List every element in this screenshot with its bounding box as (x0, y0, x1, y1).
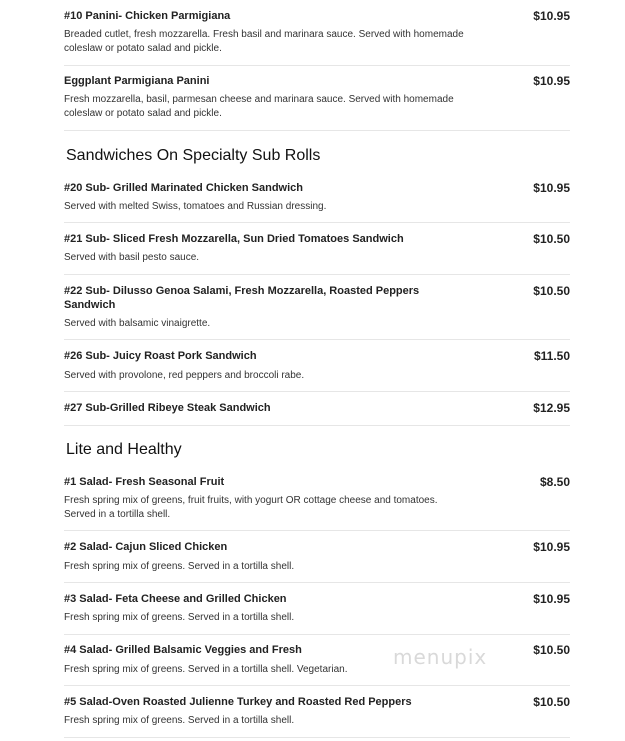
item-description: Fresh spring mix of greens, fruit fruits, with yogurt OR cottage cheese and tomatoes. Served in a tortilla shell. (64, 495, 438, 520)
item-name: #2 Salad- Cajun Sliced Chicken (64, 541, 228, 553)
watermark-logo: menupix (393, 645, 488, 669)
item-description: Served with balsamic vinaigrette. (64, 318, 211, 329)
section-title: Lite and Healthy (66, 441, 182, 458)
item-name: Eggplant Parmigiana Panini (64, 75, 210, 87)
item-price: $10.50 (533, 232, 570, 246)
menu-item (64, 181, 570, 223)
item-name: #10 Panini- Chicken Parmigiana (64, 10, 231, 22)
item-price: $12.95 (533, 401, 570, 415)
item-price: $8.50 (539, 475, 570, 489)
item-name: #4 Salad- Grilled Balsamic Veggies and Fresh (64, 644, 302, 656)
item-description: Fresh spring mix of greens. Served in a tortilla shell. (64, 561, 295, 572)
item-price: $10.95 (533, 9, 570, 23)
menu-item (64, 695, 570, 738)
menu-item (64, 284, 570, 340)
item-description: Fresh spring mix of greens. Served in a tortilla shell. (64, 715, 295, 726)
menu-item (64, 232, 570, 275)
item-name: #1 Salad- Fresh Seasonal Fruit (64, 476, 225, 488)
item-name: #22 Sub- Dilusso Genoa Salami, Fresh Mozzarella, Roasted Peppers Sandwich (64, 285, 420, 311)
item-name: #20 Sub- Grilled Marinated Chicken Sandwich (64, 182, 304, 194)
menu-item (64, 475, 570, 531)
item-name: #21 Sub- Sliced Fresh Mozzarella, Sun Dried Tomatoes Sandwich (64, 233, 404, 245)
item-price: $11.50 (533, 349, 570, 363)
item-description: Fresh mozzarella, basil, parmesan cheese and marinara sauce. Served with homemade coleslaw or potato salad and pickle. (64, 94, 454, 119)
menu-item (64, 74, 570, 131)
menu-item (64, 401, 570, 426)
item-description: Served with provolone, red peppers and broccoli rabe. (64, 370, 305, 381)
item-name: #5 Salad-Oven Roasted Julienne Turkey and Roasted Red Peppers (64, 696, 412, 708)
item-description: Breaded cutlet, fresh mozzarella. Fresh basil and marinara sauce. Served with homemade coleslaw or potato salad and pickle. (64, 29, 464, 54)
item-price: $10.50 (533, 284, 570, 298)
item-name: #26 Sub- Juicy Roast Pork Sandwich (64, 350, 257, 362)
item-price: $10.50 (533, 695, 570, 709)
item-name: #27 Sub-Grilled Ribeye Steak Sandwich (64, 402, 271, 414)
item-price: $10.95 (533, 592, 570, 606)
item-price: $10.95 (533, 74, 570, 88)
item-price: $10.95 (533, 181, 570, 195)
item-description: Fresh spring mix of greens. Served in a tortilla shell. Vegetarian. (64, 664, 348, 675)
menu-item (64, 592, 570, 635)
item-price: $10.95 (533, 540, 570, 554)
item-description: Served with basil pesto sauce. (64, 252, 200, 263)
menu-item (64, 643, 570, 686)
item-description: Served with melted Swiss, tomatoes and Russian dressing. (64, 201, 327, 212)
menu-item (64, 9, 570, 66)
section-title: Sandwiches On Specialty Sub Rolls (66, 147, 321, 164)
item-price: $10.50 (533, 643, 570, 657)
item-name: #3 Salad- Feta Cheese and Grilled Chicken (64, 593, 287, 605)
menu-item (64, 540, 570, 583)
menu-item (64, 349, 570, 392)
item-description: Fresh spring mix of greens. Served in a tortilla shell. (64, 612, 295, 623)
